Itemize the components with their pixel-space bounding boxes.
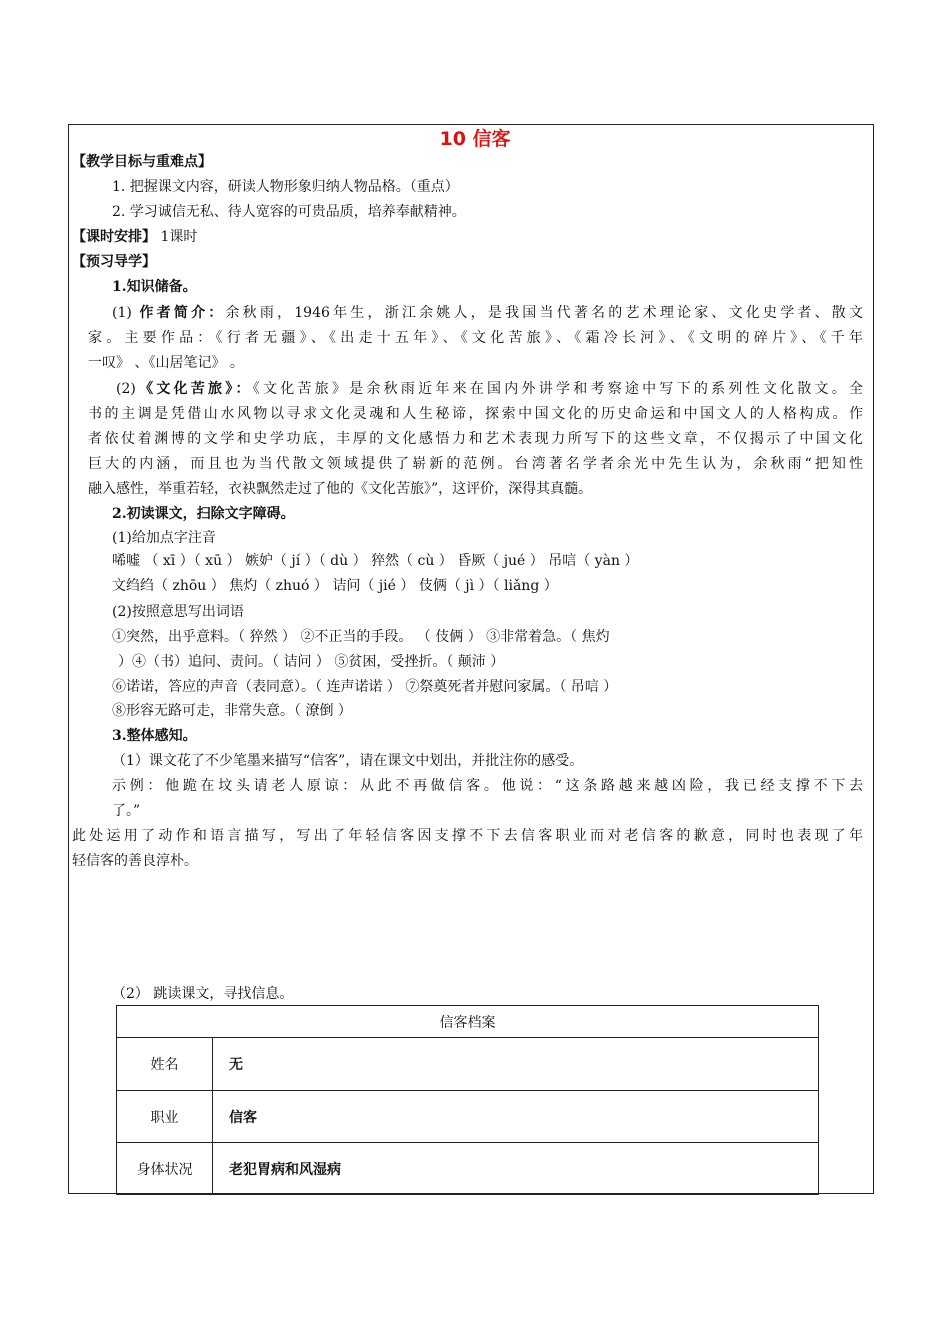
author-line-1: (1) 作者简介：余秋雨，1946年生，浙江余姚人，是我国当代著名的艺术理论家、文化史学者、散文	[112, 305, 864, 321]
table-header: 信客档案	[439, 1014, 496, 1031]
book-line-5: 融入感性，举重若轻，衣袂飘然走过了他的《文化苦旅》”，这评价，深得其真髓。	[88, 481, 593, 497]
book-line-2: 书的主调是凭借山水风物以寻求文化灵魂和人生秘谛，探索中国文化的历史命运和中国文人的人格构成。作	[88, 406, 863, 422]
word-line-4: ⑧形容无路可走，非常失意。（ 潦倒 ）	[112, 703, 352, 719]
analysis-line-1: 此处运用了动作和语言描写，写出了年轻信客因支撑不下去信客职业而对老信客的歉意，同时也表现了年	[72, 828, 863, 844]
word-line-1: ①突然，出乎意料。（ 猝然 ） ②不正当的手段。 （ 伎俩 ） ③非常着急。（ 焦灼	[112, 629, 610, 645]
book-text-1: 《文化苦旅》是余秋雨近年来在国内外讲学和考察途中写下的系列性文化散文。全	[252, 381, 863, 397]
example-line-1: 示例：他跪在坟头请老人原谅：从此不再做信客。他说：“这条路越来越凶险，我已经支撑不下去	[112, 778, 863, 794]
row-label-health: 身体状况	[117, 1143, 213, 1194]
whole-title: 3.整体感知。	[112, 728, 197, 744]
table-row	[117, 1038, 818, 1091]
table-row	[117, 1091, 818, 1143]
example-line-2: 了。”	[112, 803, 141, 819]
row-value-job: 信客	[229, 1109, 257, 1126]
schedule-line	[72, 225, 197, 249]
pinyin-row-1: 唏嘘 （ xī ）（ xū ） 嫉妒（ jí ）（ dù ） 猝然（ cù ） 昏厥（ jué ） 吊唁（ yàn ）	[112, 553, 639, 569]
goal-item-1: 1. 把握课文内容，研读人物形象归纳人物品格。（重点）	[112, 179, 459, 195]
author-text-1: 余秋雨，1946年生，浙江余姚人，是我国当代著名的艺术理论家、文化史学者、散文	[225, 305, 864, 321]
row-value-health: 老犯胃病和风湿病	[229, 1161, 341, 1178]
author-line-2: 家。主要作品：《行者无疆》、《出走十五年》、《文化苦旅》、《霜冷长河》、《文明的碎片》、《千年	[88, 330, 863, 346]
section-heading-preview: 【预习导学】	[72, 254, 156, 270]
book-line-4: 巨大的内涵，而且也为当代散文领域提供了崭新的范例。台湾著名学者余光中先生认为，余秋雨“把知性	[88, 456, 863, 472]
author-line-3: 一叹》 、《山居笔记》 。	[88, 355, 244, 371]
table-row	[117, 1143, 818, 1194]
question-2: （2） 跳读课文，寻找信息。	[112, 986, 294, 1002]
book-label: 《文化苦旅》：	[135, 381, 253, 397]
lesson-title: 10 信客	[439, 128, 511, 150]
row-label-job: 职业	[117, 1091, 213, 1142]
knowledge-title: 1.知识储备。	[112, 279, 197, 295]
book-line-3: 者依仗着渊博的文学和史学功底，丰厚的文化感悟力和艺术表现力所写下的这些文章，不仅揭示了中国文化	[88, 431, 863, 447]
row-value-name: 无	[229, 1057, 243, 1073]
section-heading-goals: 【教学目标与重难点】	[72, 154, 212, 170]
row-label-name: 姓名	[117, 1038, 213, 1090]
goal-item-2: 2. 学习诚信无私、待人宽容的可贵品质，培养奉献精神。	[112, 204, 466, 220]
section-heading-schedule: 【课时安排】	[72, 229, 156, 245]
word-line-2: ）④（书）追问、责问。（ 诘问 ） ⑤贫困，受挫折。（ 颠沛 ）	[118, 654, 505, 670]
pinyin-title: (1)给加点字注音	[112, 530, 216, 546]
book-line-1: (2)《文化苦旅》：《文化苦旅》是余秋雨近年来在国内外讲学和考察途中写下的系列性文化散文。全	[116, 381, 863, 397]
schedule-value: 1课时	[160, 229, 198, 245]
profile-table	[116, 1005, 819, 1195]
word-line-3: ⑥诺诺，答应的声音（表同意）。（ 连声诺诺 ） ⑦祭奠死者并慰问家属。（ 吊唁 ）	[112, 679, 618, 695]
read-title: 2.初读课文，扫除文字障碍。	[112, 506, 295, 522]
table-header-row	[117, 1006, 818, 1038]
author-label: 作者简介：	[139, 305, 226, 321]
question-1: （1）课文花了不少笔墨来描写“信客”，请在课文中划出，并批注你的感受。	[112, 753, 584, 769]
analysis-line-2: 轻信客的善良淳朴。	[72, 853, 198, 869]
pinyin-row-2: 文绉绉（ zhōu ） 焦灼（ zhuó ） 诘问（ jié ） 伎俩（ jì ）（ liǎng ）	[112, 578, 558, 594]
words-title: (2)按照意思写出词语	[112, 604, 244, 620]
